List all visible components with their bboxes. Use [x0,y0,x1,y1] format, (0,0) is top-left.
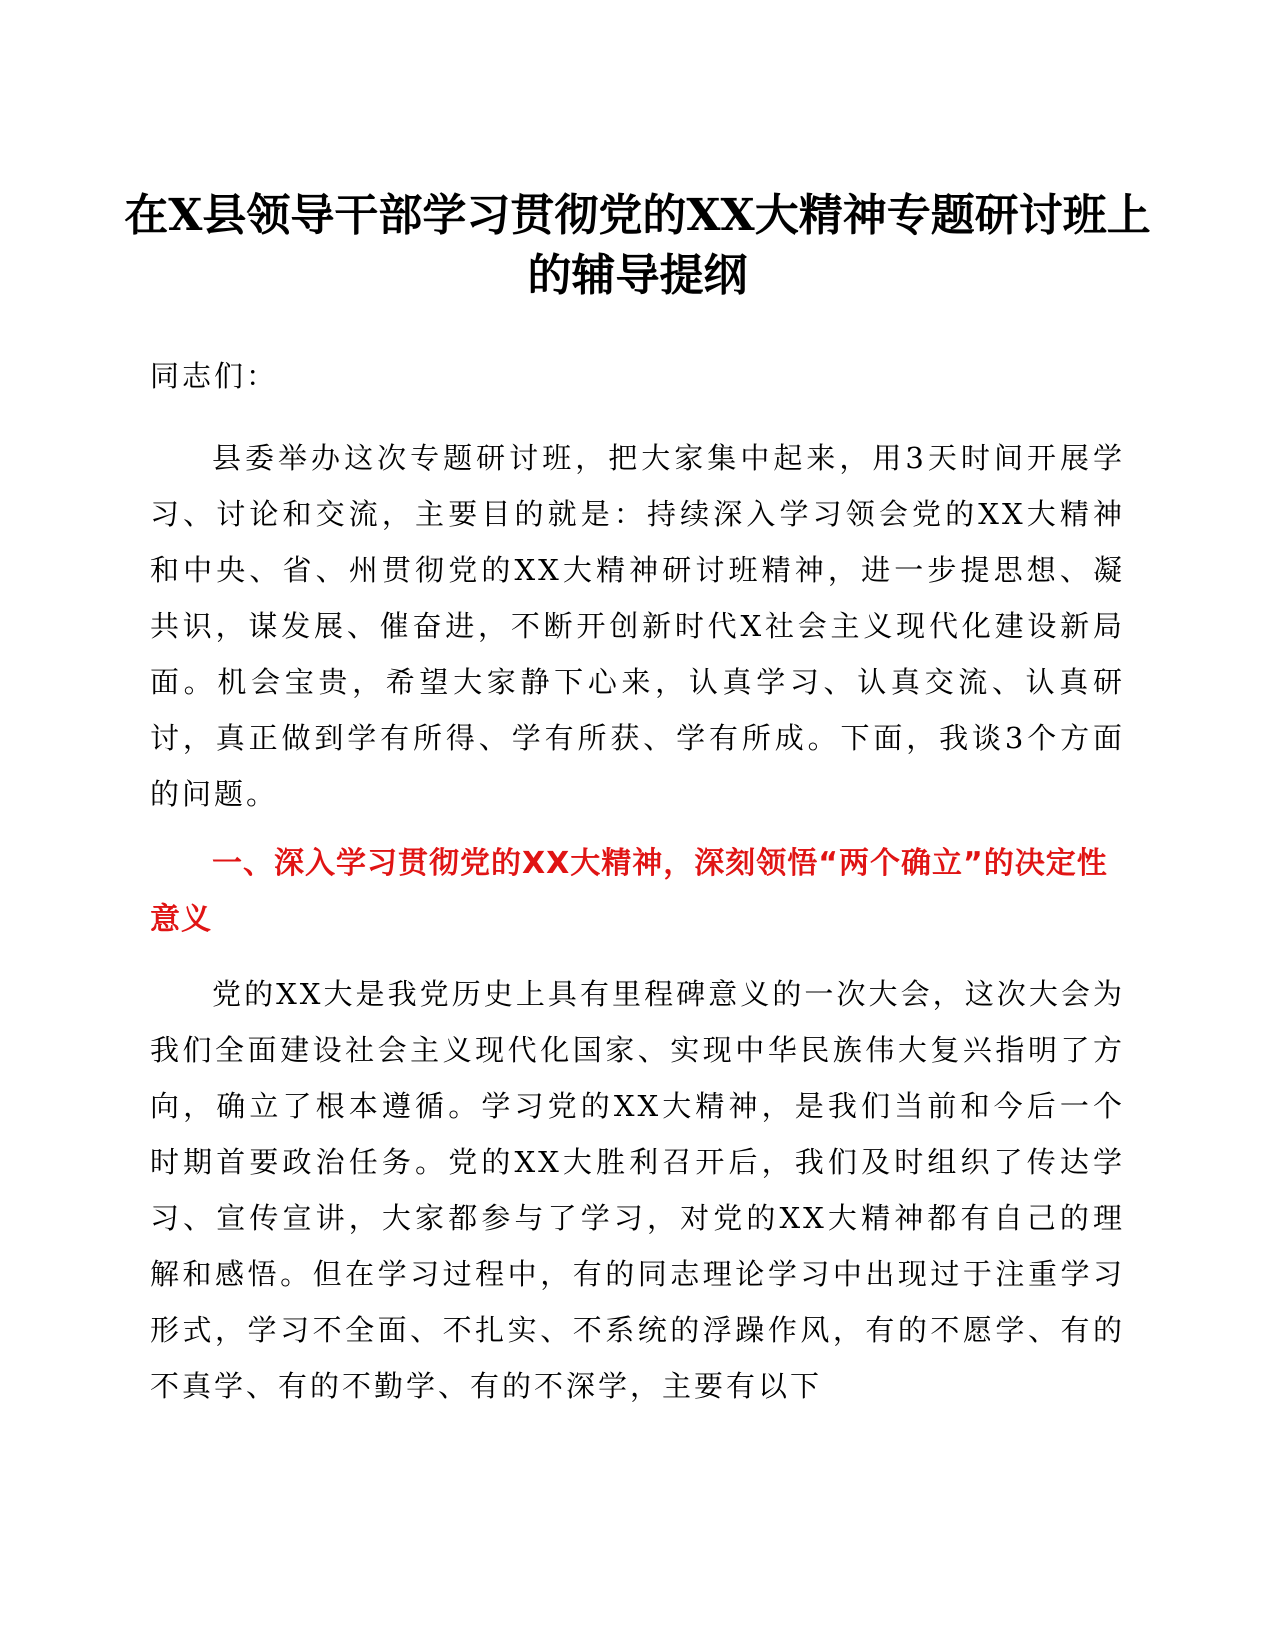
paragraph-section-1: 党的XX大是我党历史上具有里程碑意义的一次大会，这次大会为我们全面建设社会主义现代化国家、实现中华民族伟大复兴指明了方向，确立了根本遵循。学习党的XX大精神，是我们当前和今后一个时期首要政治任务。党的XX大胜利召开后，我们及时组织了传达学习、宣传宣讲，大家都参与了学习，对党的XX大精神都有自己的理解和感悟。但在学习过程中，有的同志理论学习中出现过于注重学习形式，学习不全面、不扎实、不系统的浮躁作风，有的不愿学、有的不真学、有的不勤学、有的不深学，主要有以下 [150,977,1125,1403]
document-title: 在X县领导干部学习贯彻党的XX大精神专题研讨班上的辅导提纲 [124,190,1151,301]
section-heading-1: 一、深入学习贯彻党的XX大精神，深刻领悟“两个确立”的决定性意义 [150,846,1108,937]
paragraph-intro: 县委举办这次专题研讨班，把大家集中起来，用3天时间开展学习、讨论和交流，主要目的就是：持续深入学习领会党的XX大精神和中央、省、州贯彻党的XX大精神研讨班精神，进一步提思想、凝共识，谋发展、催奋进，不断开创新时代X社会主义现代化建设新局面。机会宝贵，希望大家静下心来，认真学习、认真交流、认真研讨，真正做到学有所得、学有所获、学有所成。下面，我谈3个方面的问题。 [150,441,1125,811]
salutation: 同志们： [150,359,279,393]
